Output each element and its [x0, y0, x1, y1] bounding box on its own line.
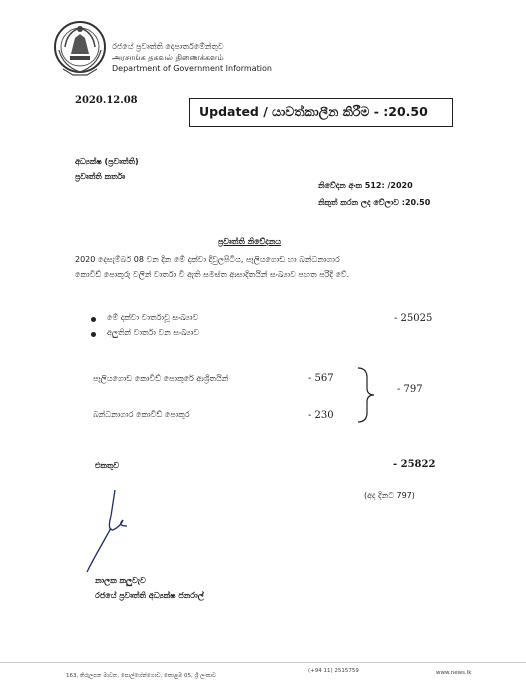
notice-number: නිවේදන අංක 512: /2020 [318, 181, 413, 190]
header-sinhala: රජයේ ප්‍රවෘත්ති දෙපාර්තමේන්තුව [112, 42, 224, 51]
bullet-label-reported: මේ දක්වා වාර්තාවූ සංඛ්‍යාව [107, 313, 199, 322]
issue-time: නිකුත් කරන ලද වේලාව :20.50 [318, 198, 431, 207]
cluster-total: - 797 [397, 384, 423, 395]
intro-line-2: කොවිඩ් පොකුරු වලින් වාර්තා වී ඇති සමස්ත ආසාදිතයින් සංඛ්‍යාව පහත පරිදි වේ. [75, 270, 350, 279]
grouping-brace [356, 366, 382, 424]
document-date: 2020.12.08 [75, 95, 138, 106]
bullet-dot [91, 317, 96, 322]
total-label: එකතුව [95, 461, 120, 470]
intro-line-1: 2020 දෙසැම්බර් 08 වන දින මේ දක්වා දිවුලපිටිය, පෑලියගොඩ හා බන්ධනාගාර [75, 255, 340, 264]
signature [83, 486, 173, 576]
update-banner: Updated / යාවත්කාලීන කිරීම - :20.50 [189, 98, 453, 127]
footer-address: 163, කිරුලපන මාවත, පොල්හේන්ගොඩ, කොළඹ 05, ශ්‍රී ලංකාව [66, 673, 216, 679]
total-value: - 25822 [393, 459, 436, 470]
recipient-line-1: අධ්‍යක්ෂ (ප්‍රවෘත්ති) [75, 157, 139, 166]
footer-website: www.news.lk [436, 670, 472, 676]
footer-divider [0, 662, 526, 663]
today-count: (අද දිනට 797) [364, 491, 415, 500]
signatory-title: රජයේ ප්‍රවෘත්ති අධ්‍යක්ෂ ජනරාල් [95, 591, 204, 600]
footer-phone: (+94 11) 2515759 [308, 668, 359, 674]
cluster-value-peliyagoda: - 567 [308, 373, 334, 384]
signatory-name: නාලක කලුවැව [95, 576, 146, 585]
cluster-value-prison: - 230 [308, 410, 334, 421]
cluster-label-prison: බන්ධනාගාර කොවිඩ් පොකුර [93, 410, 190, 419]
bullet-dot [91, 332, 96, 337]
cluster-label-peliyagoda: පෑලියගොඩ කොවිඩ් පොකුරේ ආශ්‍රිතයින් [93, 374, 229, 383]
government-emblem-logo [53, 20, 107, 78]
bullet-value-reported: - 25025 [394, 313, 433, 324]
header-tamil: அரசாங்க தகவல் திணைக்களம் [112, 53, 224, 62]
recipient-line-2: ප්‍රවෘත්ති කර්තෘ [75, 172, 126, 181]
press-release-title: ප්‍රවෘත්ති නිවේදනය [218, 237, 282, 246]
header-english: Department of Government Information [112, 64, 272, 73]
bullet-label-new: අලුතින් වාර්තා වන සංඛ්‍යාව [107, 328, 200, 337]
